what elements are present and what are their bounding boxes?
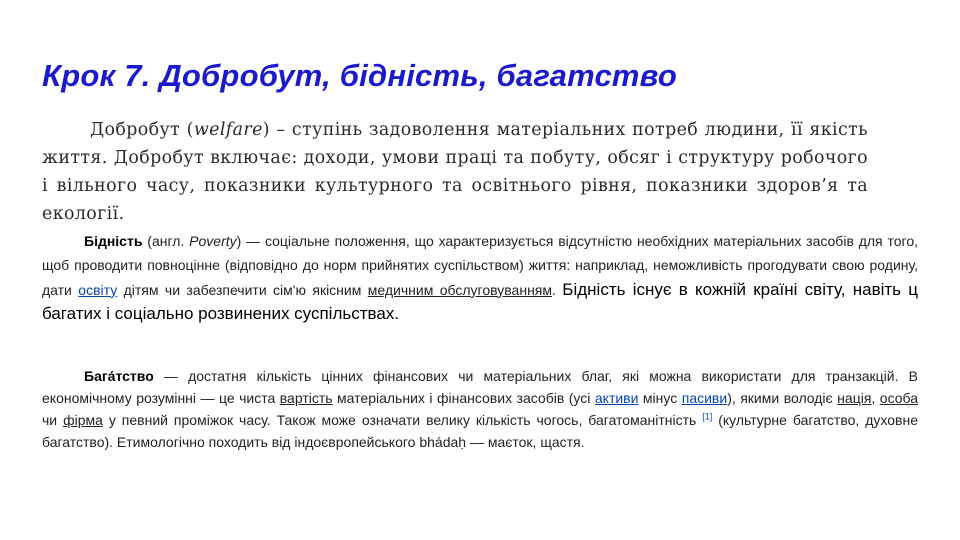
wealth-paragraph: Бага́тство — достатня кількість цінних фінансових чи матеріальних благ, які можна використати для транзакцій. В економічному розумінні — це чиста вартість матеріальних і фінансових засобів (усі активи мінус пасиви), якими володіє нація, особа чи фірма у певний проміжок часу. Також може означати велику кількість чогось, багатоманітність [1] (культурне багатство, духовне багатство). Етимологічно походить від індоєвропейського bhádaḥ — маєток, щастя. xyxy=(42,368,919,450)
link-value[interactable]: вартість xyxy=(279,390,333,406)
link-liabilities[interactable]: пасиви xyxy=(681,390,728,406)
reference-link[interactable]: [1] xyxy=(702,411,713,422)
welfare-english-term: welfare xyxy=(193,120,263,140)
link-education[interactable]: освіту xyxy=(78,281,118,298)
link-assets[interactable]: активи xyxy=(594,390,639,406)
poverty-large-text: Бідність існує в кожній країні світу, навіть ц багатих і соціально розвинених суспільствах. xyxy=(42,279,918,323)
link-nation[interactable]: нація xyxy=(837,390,872,406)
welfare-paragraph: Добробут (welfare) – ступінь задоволення матеріальних потреб людини, її якість життя. Добробут включає: доходи, умови праці та побуту, обсяг і структуру робочого і вільного часу, показники культурного та освітнього рівня, показники здоров’я та екології. xyxy=(42,120,868,224)
link-firm[interactable]: фірма xyxy=(63,412,103,428)
link-person[interactable]: особа xyxy=(879,390,919,406)
poverty-term: Бідність xyxy=(84,233,143,249)
slide-title: Крок 7. Добробут, бідність, багатство xyxy=(42,58,677,93)
link-medical-service[interactable]: медичним обслуговуванням xyxy=(367,281,552,298)
wealth-term: Бага́тство xyxy=(84,368,154,384)
welfare-term: Добробут xyxy=(90,120,181,140)
poverty-paragraph: Бідність (англ. Poverty) — соціальне положення, що характеризується відсутністю необхідних матеріальних засобів для того, щоб проводити повноцінне (відповідно до норм прийнятих суспільством) життя: наприклад, неможливість прогодувати свою родину, дати освіту дітям чи забезпечити сім'ю якісним медичним обслуговуванням. Бідність існує в кожній країні світу, навіть ц багатих і соціально розвинених суспільствах. xyxy=(42,233,918,323)
poverty-english-term: Poverty xyxy=(189,233,237,249)
